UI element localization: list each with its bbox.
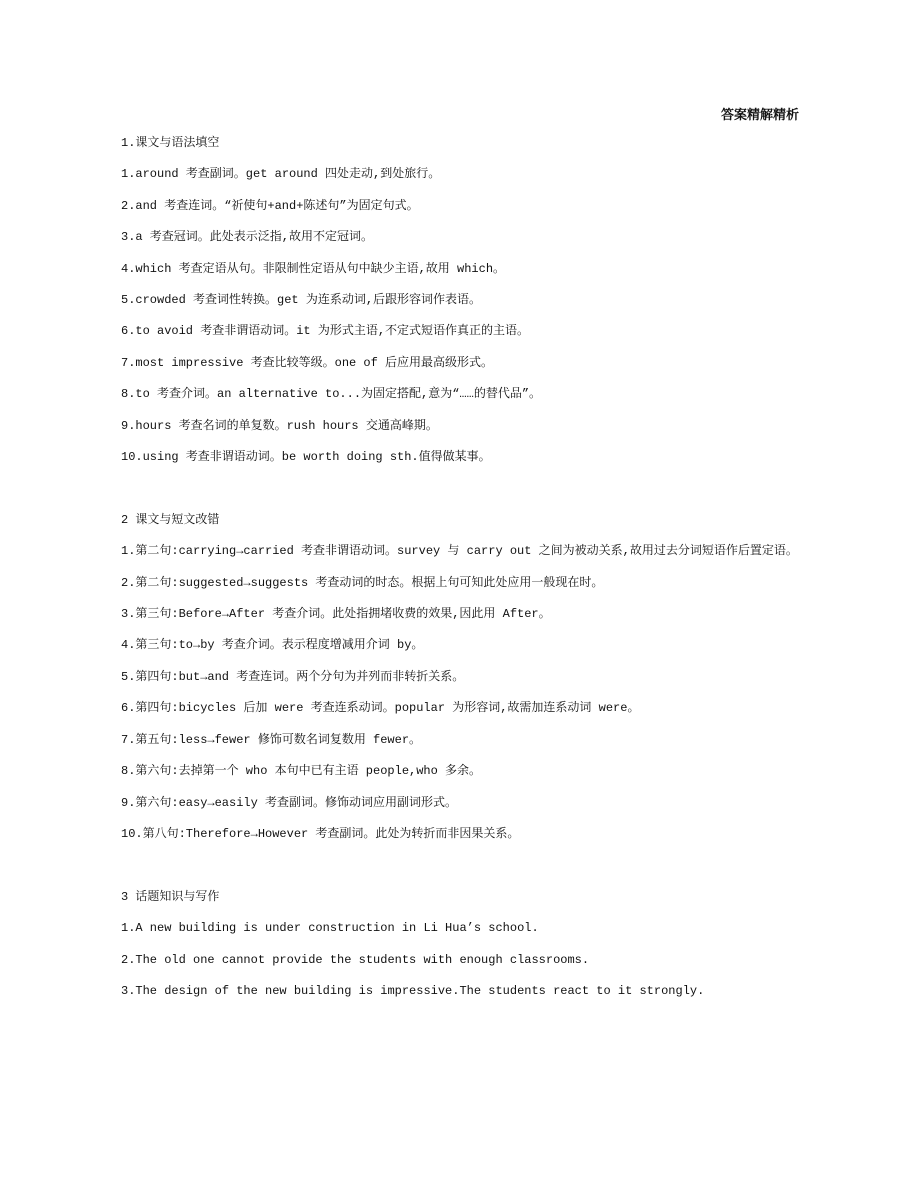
answer-item: 6.第四句:bicycles 后加 were 考查连系动词。popular 为形容词,故需加连系动词 were。 — [121, 701, 640, 716]
answer-item: 9.第六句:easy→easily 考查副词。修饰动词应用副词形式。 — [121, 795, 458, 810]
answer-item: 1.第二句:carrying→carried 考查非谓语动词。survey 与 carry out 之间为被动关系,故用过去分词短语作后置定语。 — [121, 544, 798, 559]
answer-item: 7.第五句:less→fewer 修饰可数名词复数用 fewer。 — [121, 732, 422, 747]
answer-item: 10.using 考查非谓语动词。be worth doing sth.值得做某事。 — [121, 450, 491, 465]
answer-item: 2.The old one cannot provide the students with enough classrooms. — [121, 952, 590, 967]
answer-content — [121, 128, 801, 1007]
answer-item: 4.第三句:to→by 考查介词。表示程度增减用介词 by。 — [121, 638, 424, 653]
answer-item: 5.crowded 考查词性转换。get 为连系动词,后跟形容词作表语。 — [121, 293, 482, 308]
answer-item: 8.to 考查介词。an alternative to...为固定搭配,意为“……的替代品”。 — [121, 387, 542, 402]
document-title: 答案精解精析 — [720, 108, 799, 123]
answer-item: 2.and 考查连词。“祈使句+and+陈述句”为固定句式。 — [121, 198, 419, 213]
answer-item: 1.around 考查副词。get around 四处走动,到处旅行。 — [121, 167, 441, 182]
answer-item: 4.which 考查定语从句。非限制性定语从句中缺少主语,故用 which。 — [121, 261, 506, 276]
section-heading: 1.课文与语法填空 — [121, 136, 220, 150]
answer-item: 7.most impressive 考查比较等级。one of 后应用最高级形式。 — [121, 355, 494, 370]
answer-item: 3.a 考查冠词。此处表示泛指,故用不定冠词。 — [121, 230, 374, 245]
answer-item: 8.第六句:去掉第一个 who 本句中已有主语 people,who 多余。 — [121, 764, 482, 779]
answer-item: 10.第八句:Therefore→However 考查副词。此处为转折而非因果关系。 — [121, 826, 520, 841]
answer-item: 6.to avoid 考查非谓语动词。it 为形式主语,不定式短语作真正的主语。 — [121, 324, 530, 339]
answer-item: 3.第三句:Before→After 考查介词。此处指拥堵收费的效果,因此用 After。 — [121, 607, 551, 622]
section-heading: 3 话题知识与写作 — [121, 889, 220, 904]
spacer — [121, 850, 801, 881]
answer-item: 3.The design of the new building is impressive.The students react to it strongly. — [121, 983, 705, 998]
answer-item: 5.第四句:but→and 考查连词。两个分句为并列而非转折关系。 — [121, 669, 465, 684]
spacer — [121, 473, 801, 504]
section-heading: 2 课文与短文改错 — [121, 512, 220, 527]
answer-item: 9.hours 考查名词的单复数。rush hours 交通高峰期。 — [121, 418, 438, 433]
answer-item: 2.第二句:suggested→suggests 考查动词的时态。根据上句可知此处应用一般现在时。 — [121, 575, 604, 590]
answer-item: 1.A new building is under construction in Li Hua’s school. — [121, 921, 539, 936]
